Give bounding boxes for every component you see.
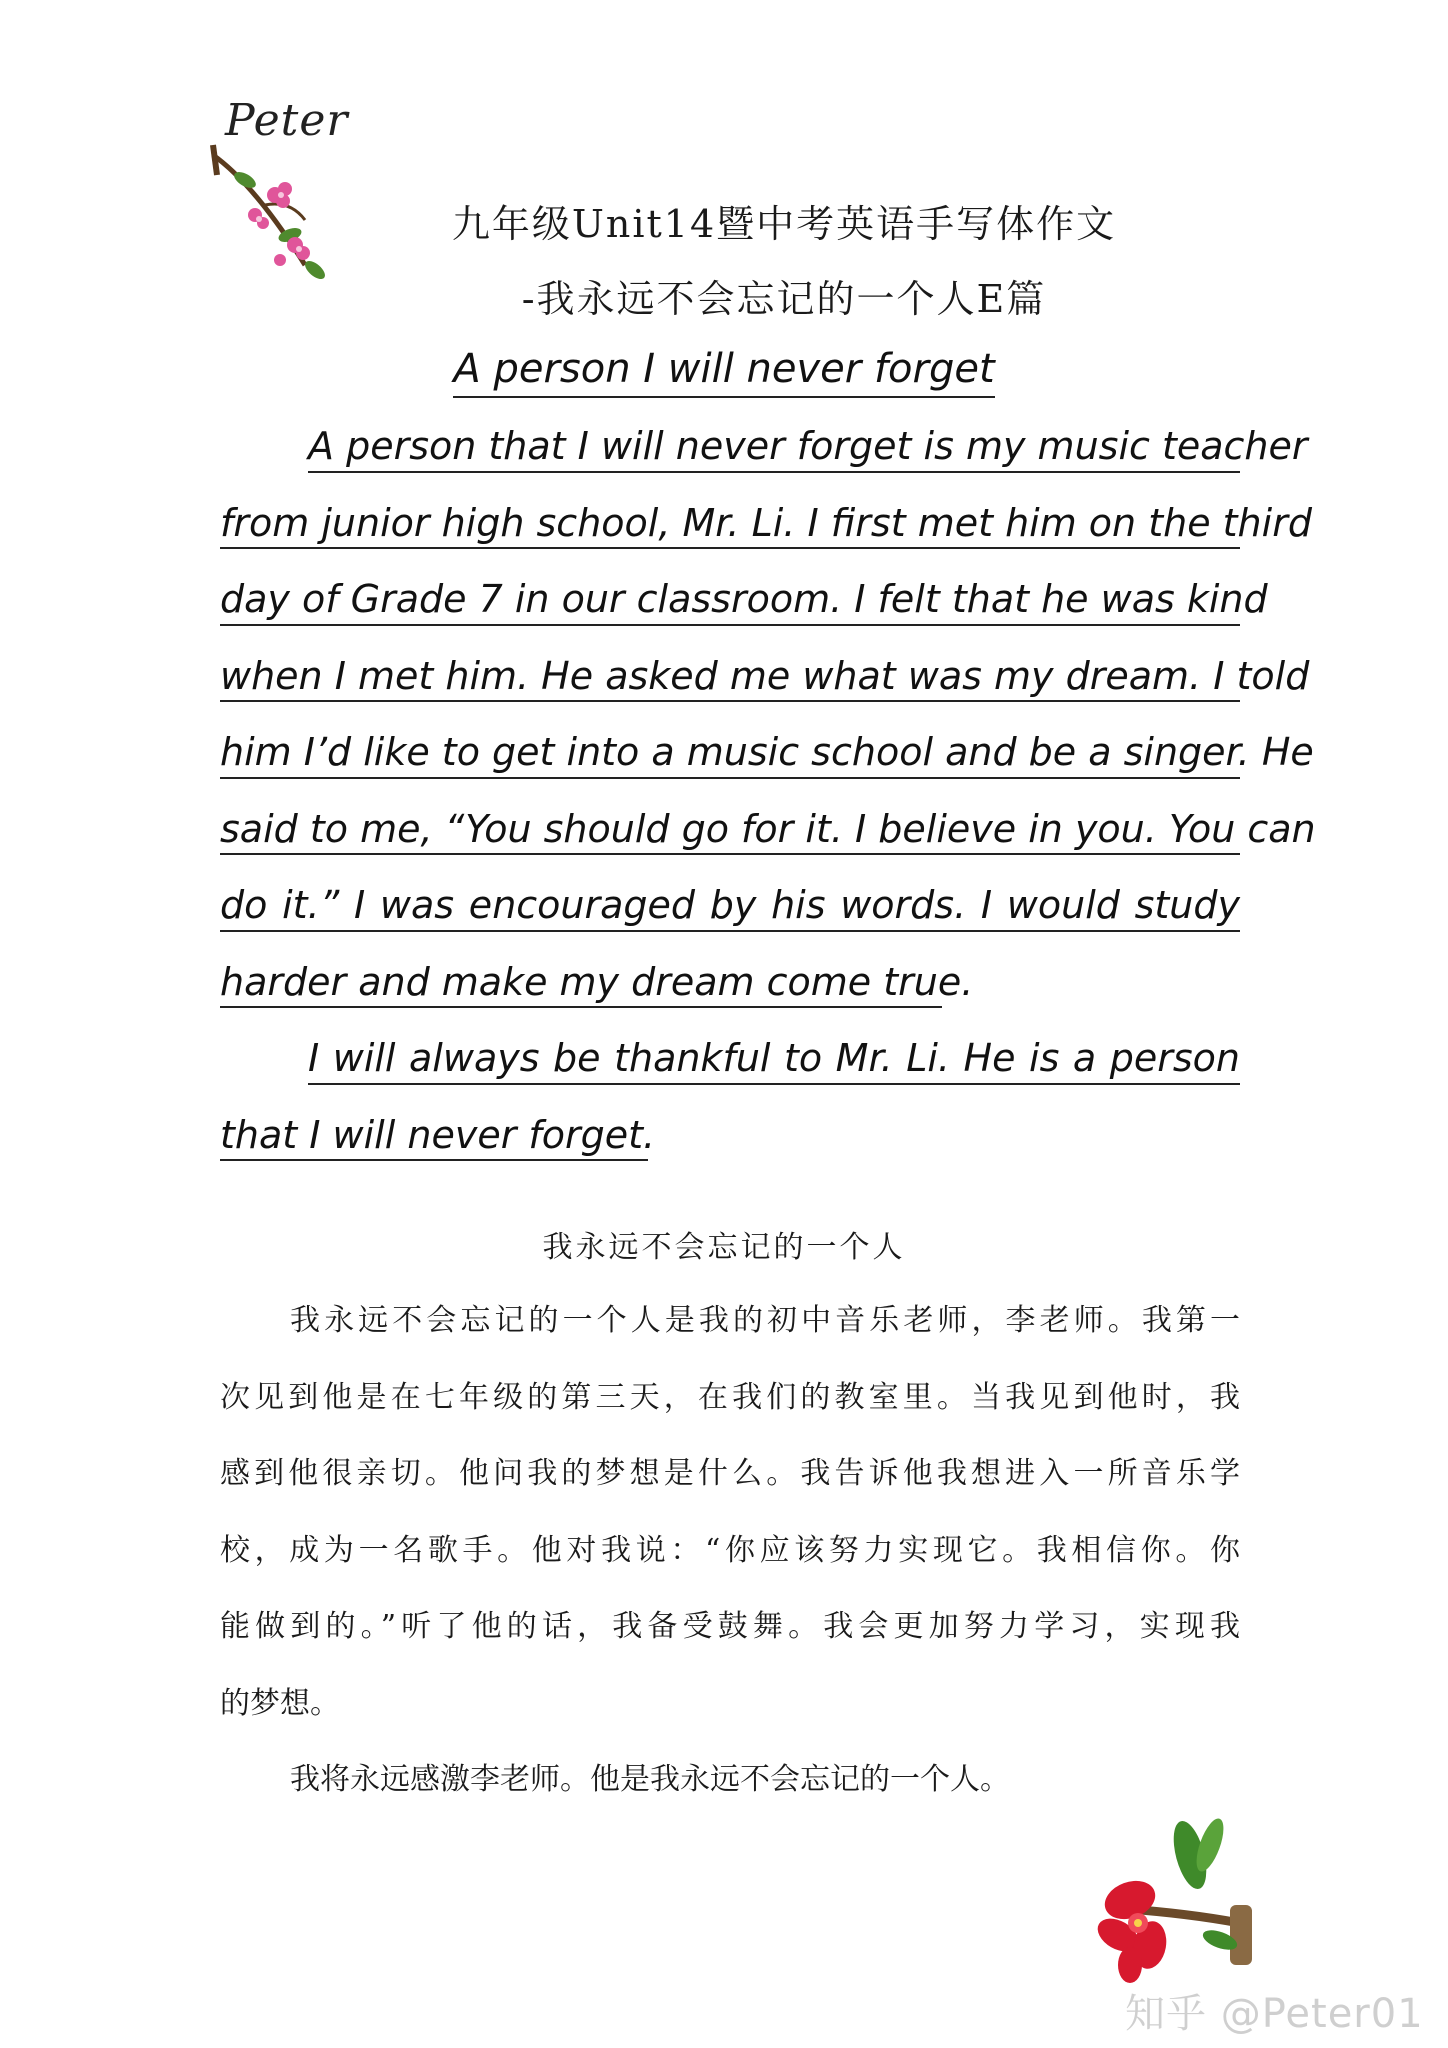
- document-title: 九年级Unit14暨中考英语手写体作文: [451, 202, 1117, 246]
- translation-line: 能做到的。”听了他的话，我备受鼓舞。我会更加努力学习，实现我: [220, 1609, 1240, 1644]
- essay-line: harder and make my dream come true.: [220, 944, 1240, 1021]
- essay-line: him I’d like to get into a music school and be a singer. He: [220, 714, 1240, 791]
- chinese-translation: [220, 1283, 1240, 1819]
- peter-logo-branch: [195, 85, 365, 285]
- essay-line: that I will never forget.: [220, 1097, 1240, 1174]
- essay-title: [80, 346, 1368, 392]
- essay-line: when I met him. He asked me what was my dream. I told: [220, 638, 1240, 715]
- essay-line: from junior high school, Mr. Li. I first met him on the third: [220, 485, 1240, 562]
- translation-line: 校，成为一名歌手。他对我说：“你应该努力实现它。我相信你。你: [220, 1532, 1240, 1568]
- translation-line: 我永远不会忘记的一个人是我的初中音乐老师，李老师。我第一: [290, 1303, 1240, 1338]
- translation-line: 我将永远感激李老师。他是我永远不会忘记的一个人。: [290, 1762, 1010, 1797]
- watermark: 知乎 @Peter01: [1125, 1991, 1424, 2037]
- translation-title: 我永远不会忘记的一个人: [542, 1230, 906, 1265]
- translation-line: 感到他很亲切。他问我的梦想是什么。我告诉他我想进入一所音乐学: [220, 1456, 1240, 1491]
- logo-text: Peter: [225, 95, 349, 146]
- english-essay: [220, 408, 1316, 1173]
- translation-line: 次见到他是在七年级的第三天，在我们的教室里。当我见到他时，我: [220, 1379, 1240, 1415]
- essay-line: day of Grade 7 in our classroom. I felt that he was kind: [220, 561, 1240, 638]
- document-subtitle: -我永远不会忘记的一个人E篇: [521, 277, 1047, 321]
- red-flower-branch-icon: [1080, 1805, 1260, 1985]
- essay-line: do it.” I was encouraged by his words. I would study: [220, 867, 1240, 944]
- essay-title-text: A person I will never forget: [453, 346, 994, 398]
- essay-line: I will always be thankful to Mr. Li. He is a person: [220, 1020, 1240, 1097]
- essay-line: said to me, “You should go for it. I believe in you. You can: [220, 791, 1240, 868]
- essay-line: A person that I will never forget is my music teacher: [220, 408, 1240, 485]
- translation-line: 的梦想。: [220, 1685, 340, 1721]
